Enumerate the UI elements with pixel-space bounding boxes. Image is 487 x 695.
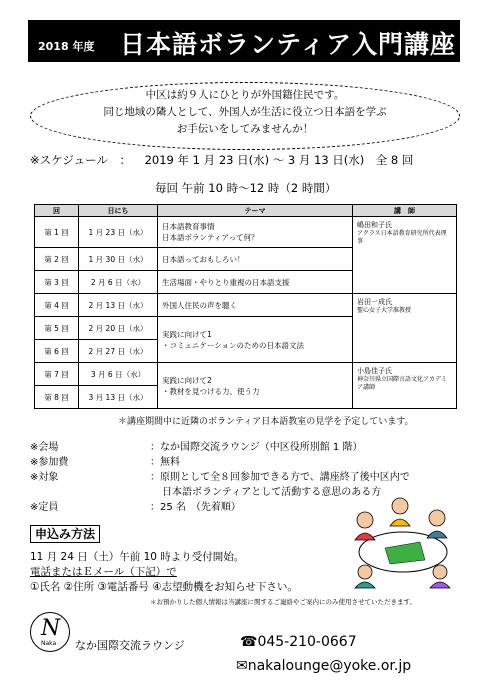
info-label: ※会場 (30, 442, 59, 453)
row-date: 1 月 30 日（水） (79, 248, 158, 271)
info-capacity (30, 500, 241, 515)
teacher-cell (353, 294, 457, 363)
row-no: 第 5 回 (35, 317, 79, 340)
teacher-affiliation: 聖心女子大学准教授 (357, 307, 412, 314)
row-no: 第 3 回 (35, 271, 79, 294)
row-date: 3 月 13 日（水） (79, 386, 158, 409)
row-no: 第 6 回 (35, 340, 79, 363)
row-theme: 生活場面・やりとり重視の日本語支援 (158, 271, 353, 294)
apply-line: ①氏名 ②住所 ③電話番号 ④志望動機をお知らせ下さい。 (30, 581, 298, 593)
row-no: 第 4 回 (35, 294, 79, 317)
row-no: 第 1 回 (35, 217, 79, 248)
schedule-label: ※スケジュール ： (30, 153, 131, 167)
logo-text: Naka (41, 640, 57, 647)
info-label: ※対象 (30, 472, 59, 483)
table-row (35, 363, 457, 386)
intro-line: お手伝いをしてみませんか！ (176, 123, 314, 135)
row-no: 第 2 回 (35, 248, 79, 271)
header-teacher: 講 師 (353, 205, 457, 217)
info-target (30, 470, 410, 485)
theme-text: 日本語教育事情 (162, 222, 215, 231)
info-value: ：原則として全８回参加できる方で、講座終了後中区内で (150, 472, 410, 483)
theme-text: 実践に向けて2 (162, 375, 212, 385)
teacher-name: 岩田一成氏 (357, 298, 392, 306)
info-target-cont: 日本語ボランティアとして活動する意思のある方 (162, 487, 382, 498)
row-theme: 外国人住民の声を聴く (158, 294, 353, 317)
row-no: 第 8 回 (35, 386, 79, 409)
apply-details (30, 550, 298, 595)
row-theme (158, 317, 353, 363)
row-date: 2 月 20 日（水） (79, 317, 158, 340)
apply-heading: 申込み方法 (30, 525, 100, 543)
table-row (35, 294, 457, 317)
row-date: 3 月 6 日（水） (79, 363, 158, 386)
teacher-affiliation: アクラス日本語教育研究所代表理事 (357, 230, 447, 245)
header-date: 日にち (79, 205, 158, 217)
teacher-name: 小島佳子氏 (357, 367, 392, 375)
theme-text: ・教材を見つける力、使う力 (162, 386, 260, 396)
info-fee (30, 455, 180, 470)
teacher-affiliation: 神奈川県立国際言語文化アカデミア講師 (357, 376, 447, 391)
row-date: 2 月 13 日（水） (79, 294, 158, 317)
page-title: 日本語ボランティア入門講座 (120, 30, 457, 59)
row-date: 1 月 23 日（水） (79, 217, 158, 248)
theme-text: 実践に向けて1 (162, 329, 212, 339)
row-no: 第 7 回 (35, 363, 79, 386)
apply-line: 電話またはＥメール（下記）で (30, 566, 177, 578)
naka-logo (30, 612, 70, 652)
intro-ellipse (30, 82, 460, 150)
people-at-table-illustration (345, 490, 455, 590)
teacher-cell (353, 217, 457, 294)
row-theme (158, 363, 353, 409)
header-no: 回 (35, 205, 79, 217)
schedule-table (34, 204, 457, 409)
theme-text: ・コミュニケーションのための日本語文法 (162, 340, 305, 350)
teacher-cell (353, 363, 457, 409)
header-year: 2018 年度 (38, 40, 95, 53)
apply-line: 11 月 24 日（土）午前 10 時より受付開始。 (30, 551, 245, 563)
header-theme: テーマ (158, 205, 353, 217)
row-date: 2 月 6 日（水） (79, 271, 158, 294)
info-venue (30, 440, 362, 455)
table-header-row (35, 205, 457, 217)
schedule-line (30, 152, 413, 168)
info-value: ：無料 (150, 457, 180, 468)
info-label: ※参加費 (30, 457, 69, 468)
schedule-time: 毎回 午前 10 時〜12 時（2 時間） (155, 181, 337, 195)
schedule-dates: 2019 年 1 月 23 日(水) 〜 3 月 13 日(水) 全 8 回 (144, 153, 414, 167)
row-theme: 日本語っておもしろい！ (158, 248, 353, 271)
observation-note: ＊講座期間中に近隣のボランティア日本語教室の見学を予定しています。 (118, 417, 414, 427)
email-address: ✉nakalounge@yoke.or.jp (236, 658, 412, 674)
header-banner (28, 20, 460, 62)
intro-line: 同じ地域の隣人として、外国人が生活に役立つ日本語を学ぶ (103, 106, 387, 118)
info-label: ※定員 (30, 502, 59, 513)
row-date: 2 月 27 日（水） (79, 340, 158, 363)
info-value: ：なか国際交流ラウンジ（中区役所別館 1 階） (150, 442, 363, 453)
intro-line: 中区は約９人にひとりが外国籍住民です。 (145, 89, 345, 101)
organization-name: なか国際交流ラウンジ (75, 639, 185, 652)
info-value: ：25 名 （先着順） (150, 502, 241, 513)
phone-number: ☎045-210-0667 (240, 634, 357, 650)
theme-text: 日本語ボランティアって何？ (162, 233, 259, 242)
privacy-note: ＊お預かりした個人情報は当講座に関するご連絡やご案内にのみ使用させていただきます。 (150, 598, 416, 606)
logo-letter: N (41, 616, 61, 641)
teacher-name: 嶋田和子氏 (357, 221, 392, 229)
table-row (35, 217, 457, 248)
row-theme (158, 217, 353, 248)
